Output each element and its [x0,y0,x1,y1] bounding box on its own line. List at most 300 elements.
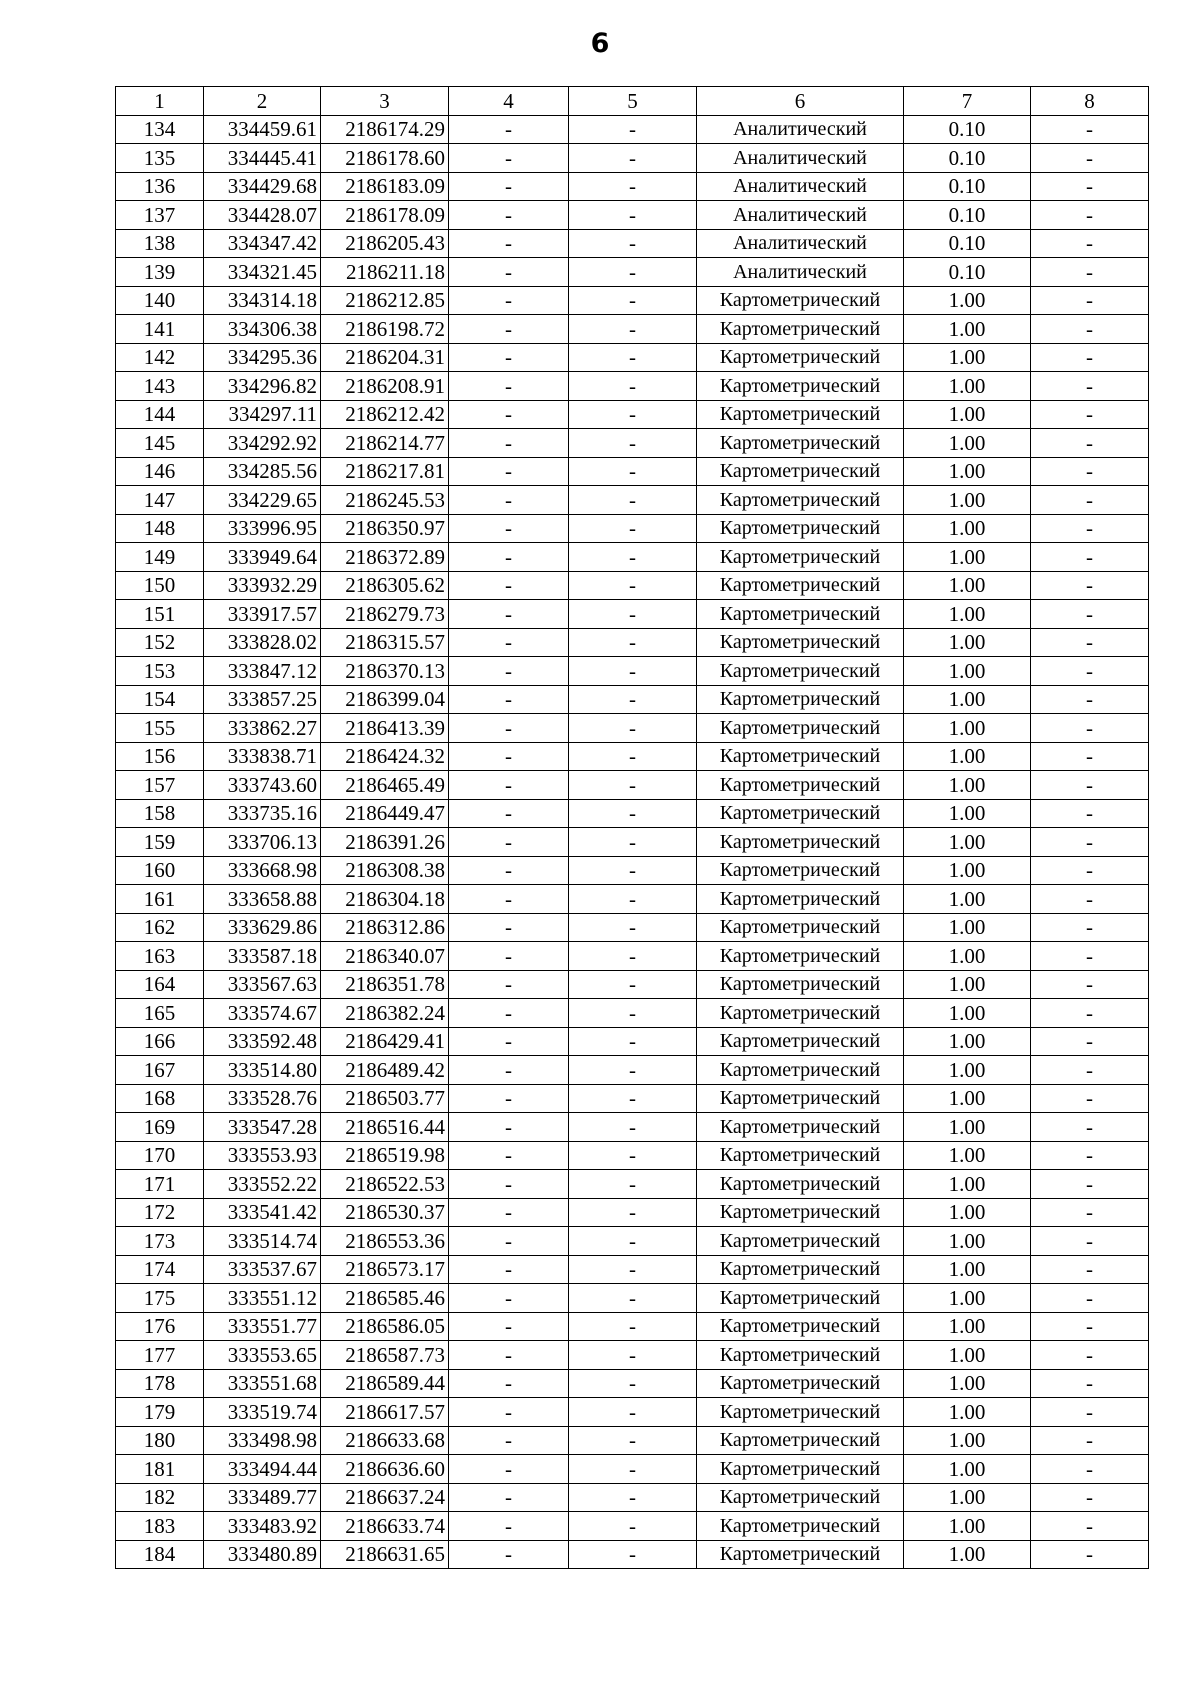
accuracy-cell: 1.00 [904,1027,1031,1056]
column-4-cell: - [449,400,569,429]
x-coordinate-cell: 333949.64 [204,543,321,572]
method-cell: Картометрический [697,913,904,942]
column-8-cell: - [1031,628,1149,657]
column-header: 8 [1031,87,1149,116]
point-number-cell: 160 [116,856,204,885]
x-coordinate-cell: 333668.98 [204,856,321,885]
column-5-cell: - [569,1284,697,1313]
column-header: 6 [697,87,904,116]
y-coordinate-cell: 2186585.46 [321,1284,449,1313]
column-8-cell: - [1031,343,1149,372]
column-4-cell: - [449,1227,569,1256]
table-row [116,115,1149,144]
accuracy-cell: 1.00 [904,828,1031,857]
column-8-cell: - [1031,1369,1149,1398]
method-cell: Аналитический [697,258,904,287]
table-row [116,144,1149,173]
accuracy-cell: 1.00 [904,1255,1031,1284]
column-4-cell: - [449,543,569,572]
column-5-cell: - [569,172,697,201]
table-row [116,315,1149,344]
x-coordinate-cell: 333706.13 [204,828,321,857]
column-5-cell: - [569,1027,697,1056]
point-number-cell: 172 [116,1198,204,1227]
accuracy-cell: 1.00 [904,1483,1031,1512]
y-coordinate-cell: 2186212.85 [321,286,449,315]
x-coordinate-cell: 333658.88 [204,885,321,914]
column-4-cell: - [449,1455,569,1484]
table-row [116,1227,1149,1256]
accuracy-cell: 1.00 [904,1141,1031,1170]
method-cell: Аналитический [697,201,904,230]
table-row [116,372,1149,401]
accuracy-cell: 1.00 [904,1341,1031,1370]
column-8-cell: - [1031,1512,1149,1541]
table-row [116,543,1149,572]
column-5-cell: - [569,1455,697,1484]
method-cell: Картометрический [697,1369,904,1398]
column-5-cell: - [569,315,697,344]
y-coordinate-cell: 2186530.37 [321,1198,449,1227]
column-8-cell: - [1031,714,1149,743]
column-5-cell: - [569,1141,697,1170]
method-cell: Картометрический [697,1227,904,1256]
point-number-cell: 142 [116,343,204,372]
column-4-cell: - [449,799,569,828]
accuracy-cell: 1.00 [904,600,1031,629]
x-coordinate-cell: 334285.56 [204,457,321,486]
column-4-cell: - [449,856,569,885]
column-5-cell: - [569,1056,697,1085]
method-cell: Картометрический [697,799,904,828]
column-4-cell: - [449,885,569,914]
column-5-cell: - [569,201,697,230]
y-coordinate-cell: 2186519.98 [321,1141,449,1170]
column-8-cell: - [1031,486,1149,515]
column-8-cell: - [1031,115,1149,144]
point-number-cell: 137 [116,201,204,230]
column-8-cell: - [1031,799,1149,828]
table-row [116,400,1149,429]
column-4-cell: - [449,1369,569,1398]
method-cell: Картометрический [697,286,904,315]
method-cell: Картометрический [697,571,904,600]
table-row [116,970,1149,999]
x-coordinate-cell: 333537.67 [204,1255,321,1284]
table-row [116,486,1149,515]
x-coordinate-cell: 333574.67 [204,999,321,1028]
point-number-cell: 139 [116,258,204,287]
y-coordinate-cell: 2186212.42 [321,400,449,429]
table-row [116,571,1149,600]
column-4-cell: - [449,457,569,486]
column-8-cell: - [1031,400,1149,429]
column-4-cell: - [449,1540,569,1569]
accuracy-cell: 1.00 [904,315,1031,344]
accuracy-cell: 1.00 [904,1056,1031,1085]
table-row [116,771,1149,800]
method-cell: Картометрический [697,1426,904,1455]
column-8-cell: - [1031,1341,1149,1370]
accuracy-cell: 1.00 [904,885,1031,914]
column-8-cell: - [1031,1255,1149,1284]
y-coordinate-cell: 2186553.36 [321,1227,449,1256]
table-row [116,1540,1149,1569]
table-row [116,799,1149,828]
table-header-row [116,87,1149,116]
accuracy-cell: 1.00 [904,1512,1031,1541]
y-coordinate-cell: 2186308.38 [321,856,449,885]
x-coordinate-cell: 333743.60 [204,771,321,800]
accuracy-cell: 1.00 [904,343,1031,372]
point-number-cell: 170 [116,1141,204,1170]
column-4-cell: - [449,1284,569,1313]
column-header: 1 [116,87,204,116]
column-5-cell: - [569,286,697,315]
x-coordinate-cell: 334297.11 [204,400,321,429]
point-number-cell: 134 [116,115,204,144]
x-coordinate-cell: 333567.63 [204,970,321,999]
column-5-cell: - [569,913,697,942]
method-cell: Аналитический [697,172,904,201]
point-number-cell: 180 [116,1426,204,1455]
table-row [116,286,1149,315]
accuracy-cell: 0.10 [904,229,1031,258]
x-coordinate-cell: 333551.77 [204,1312,321,1341]
x-coordinate-cell: 334445.41 [204,144,321,173]
column-5-cell: - [569,229,697,258]
table-row [116,1113,1149,1142]
accuracy-cell: 1.00 [904,999,1031,1028]
table-row [116,1483,1149,1512]
y-coordinate-cell: 2186178.60 [321,144,449,173]
point-number-cell: 177 [116,1341,204,1370]
column-header: 7 [904,87,1031,116]
method-cell: Картометрический [697,343,904,372]
y-coordinate-cell: 2186214.77 [321,429,449,458]
accuracy-cell: 0.10 [904,172,1031,201]
accuracy-cell: 1.00 [904,1170,1031,1199]
point-number-cell: 168 [116,1084,204,1113]
accuracy-cell: 1.00 [904,657,1031,686]
point-number-cell: 171 [116,1170,204,1199]
x-coordinate-cell: 334229.65 [204,486,321,515]
column-8-cell: - [1031,172,1149,201]
point-number-cell: 147 [116,486,204,515]
column-4-cell: - [449,1056,569,1085]
accuracy-cell: 1.00 [904,1426,1031,1455]
column-4-cell: - [449,115,569,144]
y-coordinate-cell: 2186305.62 [321,571,449,600]
column-5-cell: - [569,714,697,743]
point-number-cell: 163 [116,942,204,971]
point-number-cell: 164 [116,970,204,999]
accuracy-cell: 1.00 [904,856,1031,885]
column-8-cell: - [1031,429,1149,458]
method-cell: Картометрический [697,856,904,885]
table-row [116,1312,1149,1341]
column-header: 3 [321,87,449,116]
y-coordinate-cell: 2186178.09 [321,201,449,230]
point-number-cell: 161 [116,885,204,914]
accuracy-cell: 1.00 [904,771,1031,800]
column-8-cell: - [1031,828,1149,857]
x-coordinate-cell: 333483.92 [204,1512,321,1541]
method-cell: Картометрический [697,514,904,543]
x-coordinate-cell: 333519.74 [204,1398,321,1427]
column-5-cell: - [569,1113,697,1142]
column-5-cell: - [569,429,697,458]
x-coordinate-cell: 334314.18 [204,286,321,315]
y-coordinate-cell: 2186279.73 [321,600,449,629]
method-cell: Картометрический [697,942,904,971]
x-coordinate-cell: 333857.25 [204,685,321,714]
x-coordinate-cell: 333629.86 [204,913,321,942]
table-row [116,1141,1149,1170]
accuracy-cell: 1.00 [904,942,1031,971]
point-number-cell: 179 [116,1398,204,1427]
table-row [116,942,1149,971]
column-4-cell: - [449,1426,569,1455]
point-number-cell: 153 [116,657,204,686]
column-5-cell: - [569,1483,697,1512]
column-4-cell: - [449,372,569,401]
x-coordinate-cell: 333553.65 [204,1341,321,1370]
point-number-cell: 135 [116,144,204,173]
x-coordinate-cell: 333862.27 [204,714,321,743]
method-cell: Картометрический [697,315,904,344]
method-cell: Картометрический [697,543,904,572]
point-number-cell: 165 [116,999,204,1028]
y-coordinate-cell: 2186340.07 [321,942,449,971]
x-coordinate-cell: 333489.77 [204,1483,321,1512]
point-number-cell: 181 [116,1455,204,1484]
column-4-cell: - [449,1512,569,1541]
y-coordinate-cell: 2186174.29 [321,115,449,144]
point-number-cell: 136 [116,172,204,201]
accuracy-cell: 0.10 [904,144,1031,173]
y-coordinate-cell: 2186315.57 [321,628,449,657]
column-8-cell: - [1031,1483,1149,1512]
point-number-cell: 140 [116,286,204,315]
column-4-cell: - [449,1113,569,1142]
column-8-cell: - [1031,1027,1149,1056]
column-4-cell: - [449,1027,569,1056]
page-number: 6 [590,28,610,59]
column-4-cell: - [449,172,569,201]
table-row [116,1455,1149,1484]
table-row [116,1198,1149,1227]
column-8-cell: - [1031,514,1149,543]
column-4-cell: - [449,1312,569,1341]
column-8-cell: - [1031,1141,1149,1170]
y-coordinate-cell: 2186351.78 [321,970,449,999]
y-coordinate-cell: 2186587.73 [321,1341,449,1370]
y-coordinate-cell: 2186617.57 [321,1398,449,1427]
column-5-cell: - [569,970,697,999]
table-row [116,1027,1149,1056]
table-row [116,657,1149,686]
method-cell: Картометрический [697,1255,904,1284]
table-row [116,828,1149,857]
column-5-cell: - [569,1341,697,1370]
accuracy-cell: 0.10 [904,115,1031,144]
method-cell: Картометрический [697,1113,904,1142]
table-row [116,685,1149,714]
accuracy-cell: 1.00 [904,1398,1031,1427]
column-5-cell: - [569,999,697,1028]
accuracy-cell: 1.00 [904,1198,1031,1227]
column-8-cell: - [1031,1084,1149,1113]
column-4-cell: - [449,999,569,1028]
y-coordinate-cell: 2186204.31 [321,343,449,372]
accuracy-cell: 1.00 [904,714,1031,743]
x-coordinate-cell: 334428.07 [204,201,321,230]
x-coordinate-cell: 334296.82 [204,372,321,401]
table-row [116,1255,1149,1284]
x-coordinate-cell: 334321.45 [204,258,321,287]
x-coordinate-cell: 333592.48 [204,1027,321,1056]
method-cell: Картометрический [697,771,904,800]
method-cell: Картометрический [697,1512,904,1541]
method-cell: Картометрический [697,1540,904,1569]
column-8-cell: - [1031,942,1149,971]
column-5-cell: - [569,543,697,572]
table-row [116,172,1149,201]
column-4-cell: - [449,1341,569,1370]
column-8-cell: - [1031,657,1149,686]
accuracy-cell: 0.10 [904,258,1031,287]
point-number-cell: 169 [116,1113,204,1142]
column-8-cell: - [1031,457,1149,486]
y-coordinate-cell: 2186399.04 [321,685,449,714]
column-5-cell: - [569,258,697,287]
accuracy-cell: 1.00 [904,742,1031,771]
column-8-cell: - [1031,1056,1149,1085]
point-number-cell: 149 [116,543,204,572]
x-coordinate-cell: 334292.92 [204,429,321,458]
column-4-cell: - [449,600,569,629]
method-cell: Картометрический [697,1398,904,1427]
x-coordinate-cell: 334429.68 [204,172,321,201]
x-coordinate-cell: 334295.36 [204,343,321,372]
method-cell: Аналитический [697,144,904,173]
column-5-cell: - [569,1084,697,1113]
y-coordinate-cell: 2186633.74 [321,1512,449,1541]
method-cell: Картометрический [697,1170,904,1199]
point-number-cell: 183 [116,1512,204,1541]
x-coordinate-cell: 334306.38 [204,315,321,344]
accuracy-cell: 1.00 [904,628,1031,657]
accuracy-cell: 1.00 [904,1113,1031,1142]
column-5-cell: - [569,144,697,173]
method-cell: Картометрический [697,885,904,914]
x-coordinate-cell: 333498.98 [204,1426,321,1455]
column-8-cell: - [1031,201,1149,230]
accuracy-cell: 1.00 [904,970,1031,999]
column-4-cell: - [449,1141,569,1170]
accuracy-cell: 1.00 [904,685,1031,714]
column-8-cell: - [1031,885,1149,914]
table-row [116,258,1149,287]
column-8-cell: - [1031,1312,1149,1341]
accuracy-cell: 1.00 [904,799,1031,828]
column-4-cell: - [449,913,569,942]
column-8-cell: - [1031,913,1149,942]
y-coordinate-cell: 2186312.86 [321,913,449,942]
accuracy-cell: 1.00 [904,400,1031,429]
point-number-cell: 162 [116,913,204,942]
column-4-cell: - [449,229,569,258]
method-cell: Картометрический [697,657,904,686]
column-8-cell: - [1031,742,1149,771]
column-4-cell: - [449,1483,569,1512]
column-8-cell: - [1031,600,1149,629]
accuracy-cell: 1.00 [904,372,1031,401]
y-coordinate-cell: 2186198.72 [321,315,449,344]
y-coordinate-cell: 2186522.53 [321,1170,449,1199]
column-5-cell: - [569,799,697,828]
method-cell: Картометрический [697,1455,904,1484]
point-number-cell: 166 [116,1027,204,1056]
y-coordinate-cell: 2186208.91 [321,372,449,401]
column-8-cell: - [1031,1540,1149,1569]
column-5-cell: - [569,457,697,486]
x-coordinate-cell: 333514.80 [204,1056,321,1085]
table-row [116,600,1149,629]
y-coordinate-cell: 2186413.39 [321,714,449,743]
column-header: 5 [569,87,697,116]
table-row [116,1056,1149,1085]
method-cell: Картометрический [697,1141,904,1170]
y-coordinate-cell: 2186489.42 [321,1056,449,1085]
y-coordinate-cell: 2186217.81 [321,457,449,486]
point-number-cell: 151 [116,600,204,629]
column-5-cell: - [569,1227,697,1256]
x-coordinate-cell: 333847.12 [204,657,321,686]
method-cell: Картометрический [697,600,904,629]
column-4-cell: - [449,1255,569,1284]
y-coordinate-cell: 2186516.44 [321,1113,449,1142]
point-number-cell: 156 [116,742,204,771]
method-cell: Картометрический [697,1056,904,1085]
column-8-cell: - [1031,372,1149,401]
column-8-cell: - [1031,571,1149,600]
column-8-cell: - [1031,1170,1149,1199]
x-coordinate-cell: 333735.16 [204,799,321,828]
point-number-cell: 176 [116,1312,204,1341]
table-row [116,229,1149,258]
column-5-cell: - [569,1198,697,1227]
x-coordinate-cell: 333541.42 [204,1198,321,1227]
column-4-cell: - [449,258,569,287]
column-5-cell: - [569,372,697,401]
column-4-cell: - [449,144,569,173]
column-8-cell: - [1031,543,1149,572]
method-cell: Картометрический [697,1284,904,1313]
column-5-cell: - [569,571,697,600]
column-8-cell: - [1031,970,1149,999]
method-cell: Аналитический [697,115,904,144]
column-8-cell: - [1031,1284,1149,1313]
column-4-cell: - [449,286,569,315]
method-cell: Картометрический [697,970,904,999]
column-5-cell: - [569,885,697,914]
table-row [116,1084,1149,1113]
point-number-cell: 174 [116,1255,204,1284]
x-coordinate-cell: 333838.71 [204,742,321,771]
method-cell: Картометрический [697,1027,904,1056]
